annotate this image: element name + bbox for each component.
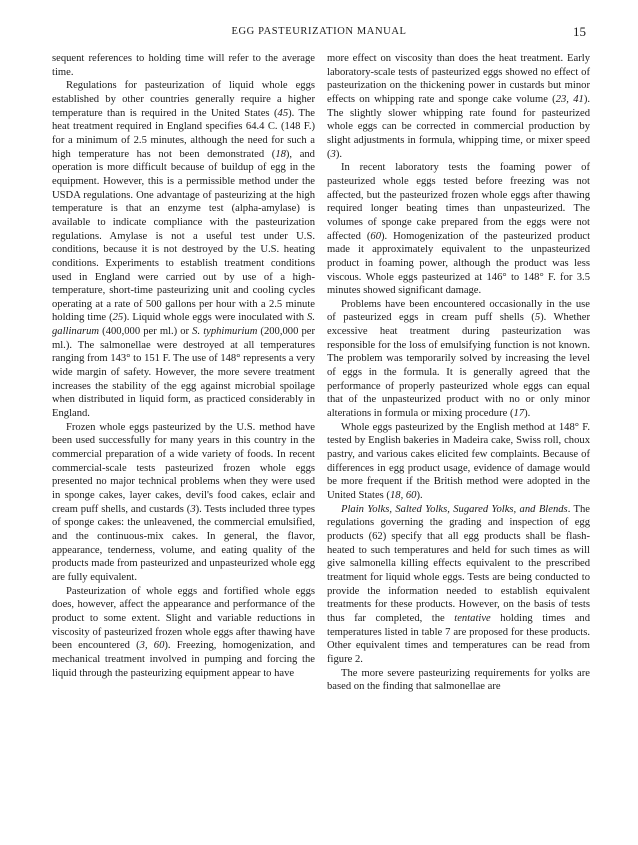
italic-text: 18, 60: [389, 490, 417, 501]
text-run: In recent laboratory tests the foaming power of pasteurized whole eggs tested before freezing was not affected, but the pasteurized frozen whole eggs after thawing required longer beating times than unpasteurized. The volumes of sponge cake prepared from the eggs were not affected (: [327, 162, 590, 242]
italic-text: 25: [112, 312, 124, 324]
text-run: Frozen whole eggs pasteurized by the U.S. method have been used successfully for many years in this country in the commercial preparation of a wide variety of foods. In recent commercial-scale tests pasteurized frozen whole eggs presented no major technical problems when they were used in sponge cakes, layer cakes, devil's food cakes, eclair and cream puff shells, and custards (: [52, 421, 315, 515]
italic-text: 45: [277, 107, 289, 119]
text-run: ).: [335, 148, 343, 160]
paragraph: [327, 421, 590, 503]
paragraph: [327, 161, 590, 298]
running-title: EGG PASTEURIZATION MANUAL: [231, 26, 407, 37]
text-run: ). Homogenization of the pasteurized product made it approximately equivalent to the unpasteurized product in foaming power, although the product was less viscous. Whole eggs pasteurized at 146° to 148° F. for 3.5 minutes showed significant damage.: [327, 230, 591, 297]
right-column: [327, 52, 590, 694]
italic-text: 3, 60: [139, 640, 165, 652]
text-run: ).: [524, 408, 531, 420]
italic-text: 3: [330, 148, 336, 160]
left-column: [52, 52, 315, 680]
text-run: holding times and temperatures listed in table 7 are proposed for these products. Other equivalent times and temperatures can be read from figure 2.: [327, 612, 590, 665]
text-run: Pasteurization of whole eggs and fortified whole eggs does, however, affect the appearance and performance of the product to some extent. Slight and variable reductions in viscosity of pasteurized frozen whole eggs after thawing have been encountered (: [52, 585, 315, 652]
text-run: ). Whether excessive heat treatment during pasteurization was responsible for the loss of emulsifying function is not known. The problem was temporarily solved by increasing the level of eggs in the formula. It is generally agreed that the performance of properly pasteurized whole eggs can equal that of the unpasteurized product with no or only minor alterations in formula or mixing procedure (: [327, 312, 591, 420]
paragraph: [52, 585, 315, 681]
text-run: Regulations for pasteurization of liquid whole eggs established by other countries generally require a higher temperature than is required in the United States (: [52, 80, 315, 119]
italic-text: 23, 41: [555, 93, 584, 105]
text-run: ), and operation is more difficult because of buildup of egg in the equipment. However, this is a permissible method under the USDA regulations. One advantage of pasteurizing at the high temperature is that an enzyme test (alpha-amylase) is available to indicate compliance with the pasteurization regulations. Amylase is not a useful test under U.S. conditions, because it is not destroyed by the U.S. heating conditions. Experiments to establish treatment conditions used in England were carried out by use of a high-temperature, short-time pasteurizing unit and cooling cycles operating at a rate of 500 gallons per hour with a 2.5 minute holding time (: [52, 148, 315, 324]
italic-text: S. typhimurium: [192, 326, 258, 338]
italic-text: Plain Yolks, Salted Yolks, Sugared Yolks, and Blends: [341, 503, 568, 515]
paragraph: [327, 667, 590, 694]
italic-text: 5: [534, 312, 541, 324]
italic-text: 60: [370, 230, 382, 242]
italic-text: tentative: [454, 612, 491, 624]
text-run: ). The heat treatment required in England specifies 64.4 C. (148 F.) for a minimum of 2.5 minutes, although the need for such a high temperature has not been demonstrated (: [52, 107, 315, 160]
paragraph: [327, 503, 590, 667]
text-run: ). The slightly slower whipping rate found for pasteurized whole eggs can be corrected in commercial production by slight adjustments in formula, whipping time, or mixer speed (: [327, 93, 590, 160]
text-run: (400,000 per ml.) or: [99, 326, 193, 338]
text-run: ). Liquid whole eggs were inoculated with: [123, 312, 308, 324]
page-header: [0, 26, 638, 44]
text-run: (200,000 per ml.). The salmonellae were destroyed at all temperatures ranging from 143° to 151 F. The use of 148° represents a very wide margin of safety. However, the more severe treatment increases the stability of the egg against microbial spoilage when distributed in liquid form, as practiced considerably in England.: [52, 326, 315, 420]
text-run: Problems have been encountered occasionally in the use of pasteurized eggs in cream puff shells (: [327, 298, 590, 324]
text-run: sequent references to holding time will refer to the average time.: [52, 53, 315, 78]
text-run: . The regulations governing the grading and inspection of egg products (62) specify that all egg products shall be flash-heated to such temperatures and held for such times as will give salmonella killing effects equivalent to the prescribed treatment for liquid whole eggs. Tests are being conducted to provide the information needed to establish equivalent treatments for these products. However, on the basis of tests thus far completed, the: [327, 503, 591, 624]
italic-text: S. gallinarum: [52, 312, 315, 338]
paragraph: [52, 421, 315, 585]
paragraph: [52, 79, 315, 420]
text-run: ). Freezing, homogenization, and mechanical treatment involved in pumping and forcing the liquid through the pasteurizing equipment appear to have: [52, 640, 315, 679]
italic-text: 17: [513, 408, 525, 420]
paragraph: [327, 298, 590, 421]
italic-text: 18: [275, 148, 286, 160]
text-run: ). Tests included three types of sponge cakes: the unleavened, the commercial emulsified, and the continuous-mix cakes. In general, the flavor, appearance, tenderness, volume, and eating quality of the products made from pasteurized and unpasteurized whole egg are fully equivalent.: [52, 503, 315, 583]
italic-text: 3: [190, 503, 196, 515]
paragraph: [52, 52, 315, 79]
text-run: The more severe pasteurizing requirements for yolks are based on the finding that salmonellae are: [327, 667, 590, 693]
page-number: 15: [573, 24, 586, 39]
text-run: more effect on viscosity than does the heat treatment. Early laboratory-scale tests of pasteurized eggs showed no effect of pasteurization on the thickening power in custards but minor effects on whipping rate and sponge cake volume (: [327, 53, 590, 105]
paragraph: [327, 52, 590, 161]
text-run: ).: [416, 490, 423, 501]
text-run: Whole eggs pasteurized by the English method at 148° F. tested by English bakeries in Madeira cake, Swiss roll, choux pastry, and various cakes elicited few complaints. Because of differences in egg product usage, evidence of damage would be more frequent if the British method were adopted in the United States (: [327, 421, 590, 501]
